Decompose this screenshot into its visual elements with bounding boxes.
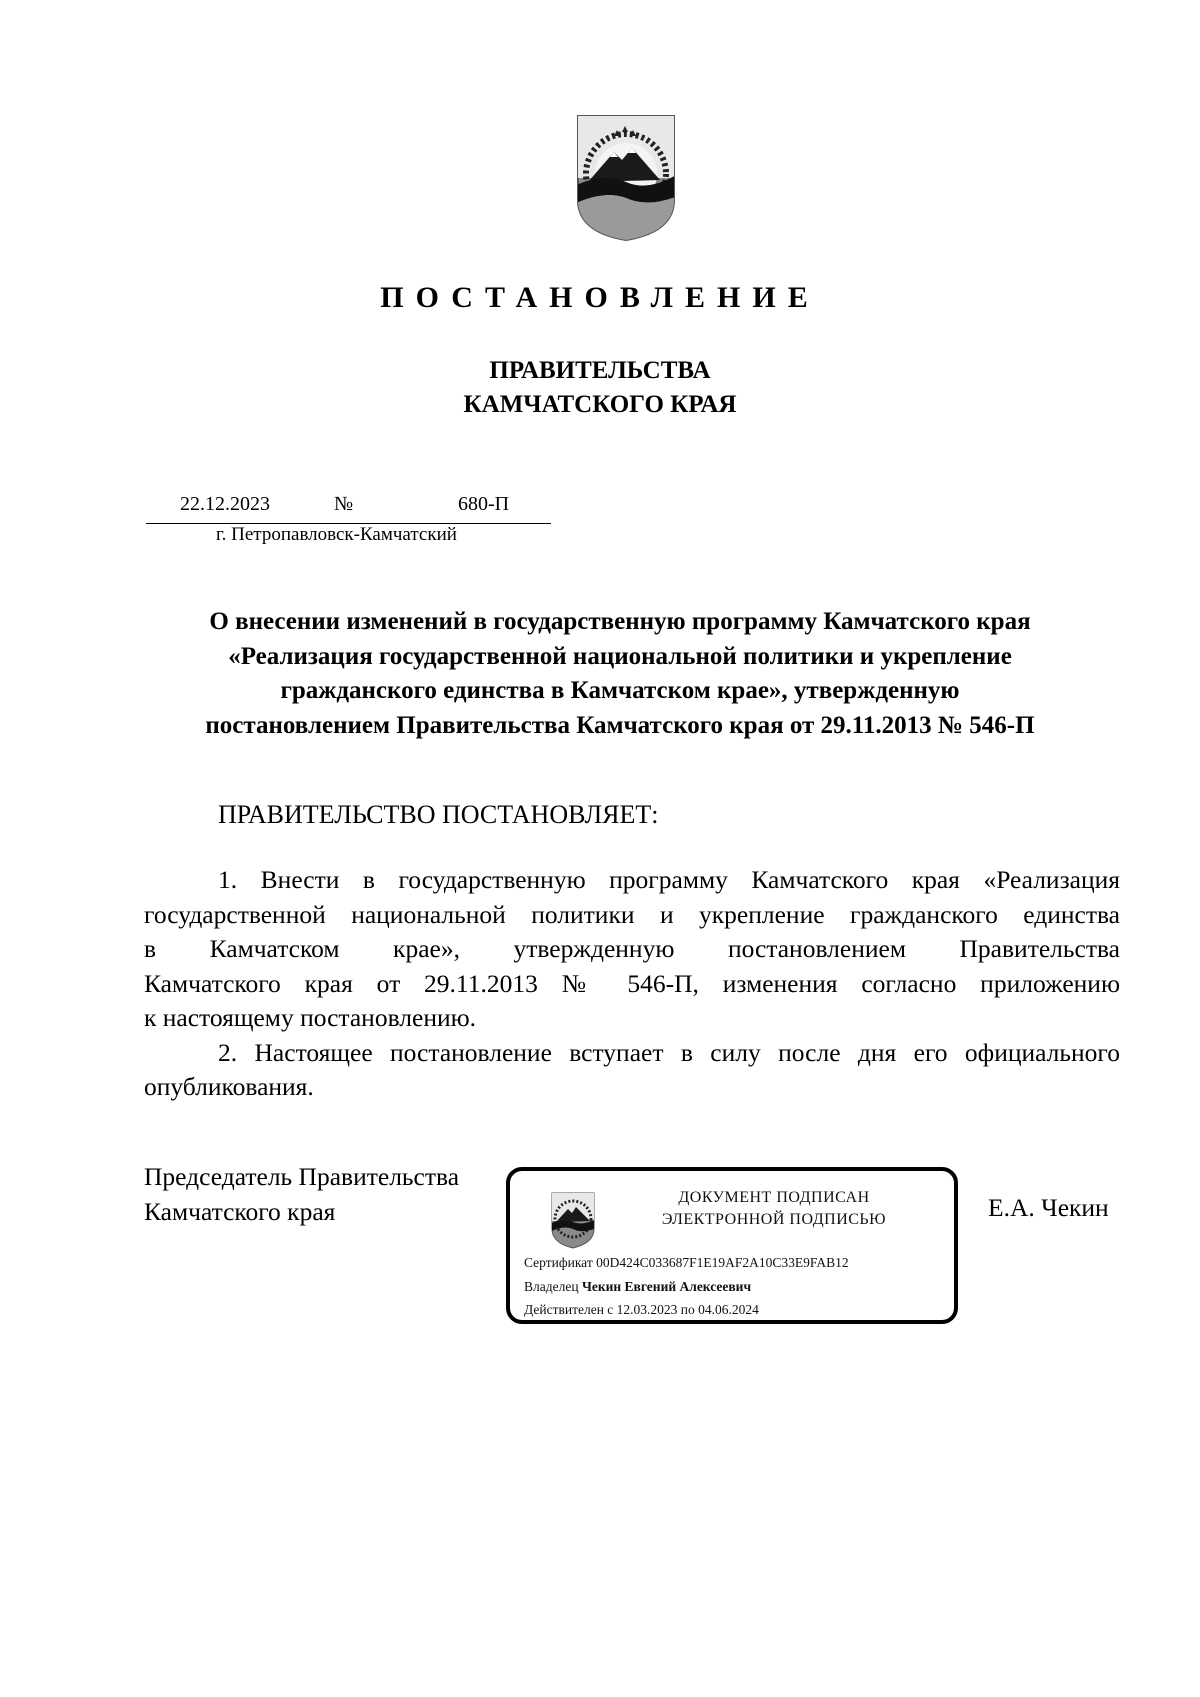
valid-to-label: по — [680, 1302, 695, 1317]
document-body — [144, 863, 1120, 1105]
signer-name: Е.А. Чекин — [988, 1193, 1109, 1222]
stamp-title-line-1: ДОКУМЕНТ ПОДПИСАН — [678, 1189, 870, 1206]
issuer-line-2: КАМЧАТСКОГО КРАЯ — [463, 391, 737, 418]
position-line-1: Председатель Правительства — [144, 1162, 460, 1191]
stamp-owner — [524, 1279, 751, 1295]
owner-label: Владелец — [524, 1279, 579, 1294]
paragraph-1-line: 1. Внести в государственную программу Камчатского края «Реализация — [218, 865, 1120, 894]
paragraph-1-line: государственной национальной политики и укрепление гражданского единства — [144, 899, 1120, 929]
decree-statement: ПРАВИТЕЛЬСТВО ПОСТАНОВЛЯЕТ: — [218, 800, 659, 829]
subject-line: гражданского единства в Камчатском крае», утвержденную — [280, 677, 960, 704]
valid-from: 12.03.2023 — [616, 1302, 678, 1317]
paragraph-1-line: к настоящему постановлению. — [144, 1003, 477, 1032]
issue-place: г. Петропавловск-Камчатский — [216, 524, 457, 545]
issuer-line-1: ПРАВИТЕЛЬСТВА — [489, 357, 711, 384]
stamp-title-line-2: ЭЛЕКТРОННОЙ ПОДПИСЬЮ — [661, 1211, 887, 1228]
position-line-2: Камчатского края — [144, 1196, 336, 1226]
document-number: 680-П — [458, 493, 510, 515]
valid-to: 04.06.2024 — [698, 1302, 759, 1317]
stamp-coat-of-arms-icon — [550, 1191, 596, 1249]
document-subject — [140, 605, 1100, 743]
stamp-certificate — [524, 1255, 849, 1271]
date-number-line — [146, 493, 551, 524]
number-sign: № — [334, 493, 354, 515]
owner-value: Чекин Евгений Алексеевич — [581, 1279, 752, 1294]
document-date: 22.12.2023 — [180, 493, 270, 515]
valid-label: Действителен с — [524, 1302, 614, 1317]
stamp-validity — [524, 1302, 759, 1318]
subject-line: постановлением Правительства Камчатского края от 29.11.2013 № 546-П — [205, 711, 1035, 739]
paragraph-1-line: в Камчатском крае», утвержденную постановлением Правительства — [144, 934, 1120, 963]
signatory-position — [144, 1160, 459, 1229]
paragraph-1-line: Камчатского края от 29.11.2013 № 546-П, изменения согласно приложению — [144, 968, 1120, 998]
paragraph-2-line: 2. Настоящее постановление вступает в силу после дня его официального — [218, 1037, 1120, 1067]
document-type-title: ПОСТАНОВЛЕНИЕ — [380, 281, 820, 314]
certificate-label: Сертификат — [524, 1255, 593, 1270]
coat-of-arms-icon — [574, 112, 678, 242]
subject-line: О внесении изменений в государственную программу Камчатского края — [209, 608, 1031, 635]
paragraph-2-line: опубликования. — [144, 1072, 314, 1101]
subject-line: «Реализация государственной национальной политики и укрепление — [228, 642, 1012, 670]
electronic-signature-stamp — [506, 1167, 958, 1324]
certificate-value: 00D424C033687F1E19AF2A10C33E9FAB12 — [596, 1255, 849, 1270]
